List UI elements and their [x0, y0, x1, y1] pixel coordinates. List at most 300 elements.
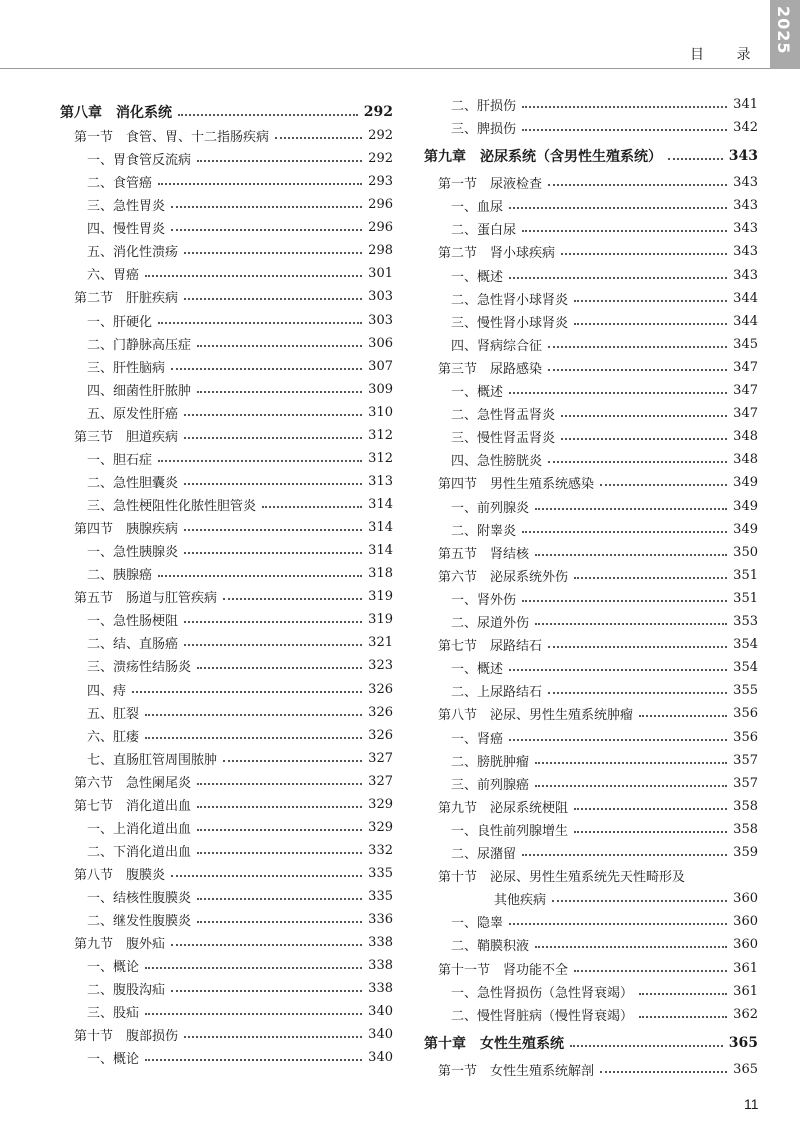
toc-subsection-entry[interactable]	[424, 380, 758, 400]
toc-section-entry[interactable]	[424, 634, 758, 654]
toc-section-entry[interactable]	[60, 932, 393, 952]
dot-leader	[509, 727, 727, 747]
toc-entry-title: 二、鞘膜积液	[451, 938, 530, 954]
toc-section-entry[interactable]	[424, 703, 758, 723]
toc-section-entry[interactable]	[60, 125, 393, 145]
toc-entry-title: 二、继发性腹膜炎	[87, 913, 192, 929]
toc-subsection-entry[interactable]	[60, 263, 393, 283]
toc-page-number: 340	[368, 1049, 393, 1065]
toc-subsection-entry[interactable]	[60, 679, 393, 699]
toc-page-number: 365	[733, 1061, 758, 1077]
toc-page-number: 326	[368, 704, 393, 720]
toc-entry-title: 四、急性膀胱炎	[451, 453, 543, 469]
toc-subsection-entry[interactable]	[60, 310, 393, 330]
dot-leader	[574, 288, 727, 308]
toc-page-number: 332	[368, 842, 393, 858]
toc-entry-title: 二、门静脉高压症	[87, 337, 192, 353]
dot-leader	[275, 125, 362, 145]
toc-page-number: 344	[733, 313, 758, 329]
toc-page-number: 303	[368, 288, 393, 304]
toc-subsection-entry[interactable]	[60, 194, 393, 214]
toc-entry-title: 五、原发性肝癌	[87, 406, 179, 422]
toc-page-number: 341	[733, 96, 758, 112]
toc-entry-title: 一、良性前列腺增生	[451, 823, 569, 839]
toc-page-number: 314	[368, 519, 393, 535]
toc-page-number: 355	[733, 682, 758, 698]
dot-leader	[178, 102, 358, 122]
toc-section-entry[interactable]	[424, 357, 758, 377]
toc-subsection-entry[interactable]	[424, 519, 758, 539]
toc-entry-title: 第一节 女性生殖系统解剖	[438, 1063, 595, 1079]
dot-leader	[197, 886, 362, 906]
dot-leader	[668, 146, 723, 166]
toc-page-number: 338	[368, 980, 393, 996]
toc-subsection-entry[interactable]	[60, 379, 393, 399]
toc-subsection-entry[interactable]	[60, 886, 393, 906]
toc-entry-title: 二、食管癌	[87, 175, 153, 191]
toc-page-number: 347	[733, 405, 758, 421]
toc-section-entry[interactable]	[424, 796, 758, 816]
dot-leader	[509, 657, 727, 677]
dot-leader	[223, 586, 362, 606]
toc-page-number: 359	[733, 844, 758, 860]
toc-page-number: 340	[368, 1003, 393, 1019]
toc-subsection-entry[interactable]	[60, 540, 393, 560]
toc-page-number: 326	[368, 727, 393, 743]
dot-leader	[184, 1024, 362, 1044]
page-number: 11	[744, 1096, 759, 1112]
dot-leader	[561, 403, 727, 423]
toc-page-number: 342	[733, 119, 758, 135]
toc-section-entry[interactable]	[60, 286, 393, 306]
toc-entry-title: 三、溃疡性结肠炎	[87, 659, 192, 675]
toc-page-number: 348	[733, 451, 758, 467]
toc-entry-title: 第五节 肾结核	[438, 546, 530, 562]
dot-leader	[184, 517, 362, 537]
toc-subsection-entry[interactable]	[424, 496, 758, 516]
toc-page-number: 351	[733, 567, 758, 583]
toc-entry-title: 一、肝硬化	[87, 314, 153, 330]
toc-page-number: 306	[368, 335, 393, 351]
dot-leader	[184, 609, 362, 629]
toc-page-number: 343	[733, 197, 758, 213]
toc-page-number: 360	[733, 890, 758, 906]
toc-chapter-entry[interactable]	[60, 102, 393, 122]
toc-entry-title: 四、肾病综合征	[451, 338, 543, 354]
toc-subsection-entry[interactable]	[424, 842, 758, 862]
toc-entry-title: 二、急性胆囊炎	[87, 475, 179, 491]
toc-entry-title: 第十一节 肾功能不全	[438, 962, 569, 978]
dot-leader	[570, 1033, 723, 1053]
toc-entry-title: 三、急性梗阻性化脓性胆管炎	[87, 498, 257, 514]
toc-entry-title: 七、直肠肛管周围脓肿	[87, 752, 218, 768]
toc-entry-title: 第六节 急性阑尾炎	[74, 775, 192, 791]
dot-leader	[223, 748, 362, 768]
toc-entry-title: 一、上消化道出血	[87, 821, 192, 837]
dot-leader	[509, 911, 727, 931]
toc-subsection-entry[interactable]	[60, 1001, 393, 1021]
toc-entry-title: 二、腹股沟疝	[87, 982, 166, 998]
dot-leader	[600, 472, 727, 492]
dot-leader	[535, 934, 727, 954]
dot-leader	[171, 194, 362, 214]
toc-subsection-entry[interactable]	[424, 449, 758, 469]
dot-leader	[171, 217, 362, 237]
toc-subsection-entry[interactable]	[424, 750, 758, 770]
year-tab	[770, 0, 800, 69]
toc-subsection-entry[interactable]	[424, 1004, 758, 1024]
toc-chapter-entry[interactable]	[424, 146, 758, 166]
toc-entry-title: 第五节 肠道与肛管疾病	[74, 590, 218, 606]
dot-leader	[197, 794, 362, 814]
dot-leader	[171, 932, 362, 952]
toc-subsection-entry[interactable]	[60, 655, 393, 675]
dot-leader	[184, 471, 362, 491]
toc-page-number: 349	[733, 474, 758, 490]
toc-page-number: 353	[733, 613, 758, 629]
toc-page-number: 303	[368, 312, 393, 328]
toc-entry-title: 一、概论	[87, 959, 140, 975]
dot-leader	[197, 840, 362, 860]
toc-subsection-entry[interactable]	[60, 356, 393, 376]
toc-page-number: 327	[368, 750, 393, 766]
toc-entry-title: 三、前列腺癌	[451, 777, 530, 793]
toc-subsection-entry[interactable]	[60, 978, 393, 998]
toc-page-number: 344	[733, 290, 758, 306]
toc-entry-title: 三、股疝	[87, 1005, 140, 1021]
toc-page-number: 343	[733, 243, 758, 259]
toc-page-number: 335	[368, 888, 393, 904]
toc-section-entry[interactable]	[424, 241, 758, 261]
toc-entry-title: 第十节 泌尿、男性生殖系统先天性畸形及	[438, 869, 686, 885]
toc-entry-title: 一、概述	[451, 269, 504, 285]
toc-page-number: 319	[368, 611, 393, 627]
toc-subsection-entry[interactable]	[60, 840, 393, 860]
toc-entry-title: 一、急性胰腺炎	[87, 544, 179, 560]
toc-subsection-entry[interactable]	[424, 934, 758, 954]
toc-entry-title: 一、肾外伤	[451, 592, 517, 608]
toc-page-number: 343	[733, 220, 758, 236]
dot-leader	[574, 796, 727, 816]
dot-leader	[184, 425, 362, 445]
toc-entry-title: 二、膀胱肿瘤	[451, 754, 530, 770]
toc-entry-title: 三、慢性肾盂肾炎	[451, 430, 556, 446]
header-divider	[0, 68, 770, 69]
toc-subsection-entry[interactable]	[424, 195, 758, 215]
toc-subsection-entry[interactable]	[424, 727, 758, 747]
toc-subsection-entry[interactable]	[424, 265, 758, 285]
toc-entry-title: 第二节 肝脏疾病	[74, 290, 179, 306]
toc-page-number: 312	[368, 427, 393, 443]
toc-entry-title: 二、肝损伤	[451, 98, 517, 114]
toc-page-number: 323	[368, 657, 393, 673]
dot-leader	[145, 702, 362, 722]
toc-page-number: 296	[368, 196, 393, 212]
dot-leader	[509, 195, 727, 215]
dot-leader	[522, 117, 727, 137]
toc-entry-title: 第八章 消化系统	[60, 105, 172, 121]
toc-entry-title: 二、附睾炎	[451, 523, 517, 539]
toc-subsection-entry[interactable]	[60, 725, 393, 745]
toc-entry-title: 第九节 腹外疝	[74, 936, 166, 952]
toc-page-number: 312	[368, 450, 393, 466]
dot-leader	[522, 842, 727, 862]
toc-entry-title: 第七节 尿路结石	[438, 638, 543, 654]
toc-page-number: 358	[733, 798, 758, 814]
dot-leader	[639, 703, 727, 723]
toc-subsection-entry[interactable]	[60, 494, 393, 514]
toc-subsection-entry[interactable]	[60, 240, 393, 260]
toc-entry-title: 其他疾病	[494, 892, 547, 908]
dot-leader	[197, 379, 362, 399]
dot-leader	[132, 679, 362, 699]
toc-entry-title: 二、胰腺癌	[87, 567, 153, 583]
toc-subsection-entry[interactable]	[424, 218, 758, 238]
toc-page-number: 361	[733, 983, 758, 999]
toc-section-entry[interactable]	[424, 958, 758, 978]
toc-entry-title: 一、概论	[87, 1051, 140, 1067]
toc-page-number: 356	[733, 729, 758, 745]
dot-leader	[158, 448, 362, 468]
toc-subsection-entry[interactable]	[424, 311, 758, 331]
dot-leader	[548, 449, 727, 469]
toc-page-number: 329	[368, 819, 393, 835]
dot-leader	[574, 311, 727, 331]
toc-page-number: 338	[368, 957, 393, 973]
dot-leader	[522, 218, 727, 238]
toc-subsection-entry[interactable]	[424, 888, 758, 908]
toc-section-entry[interactable]	[424, 172, 758, 192]
toc-subsection-entry[interactable]	[60, 563, 393, 583]
toc-page-number: 343	[733, 267, 758, 283]
toc-page-number: 343	[733, 174, 758, 190]
toc-entry-title: 二、急性肾小球肾炎	[451, 292, 569, 308]
dot-leader	[145, 1001, 362, 1021]
toc-page-number: 321	[368, 634, 393, 650]
dot-leader	[574, 958, 727, 978]
toc-entry-title: 第一节 食管、胃、十二指肠疾病	[74, 129, 270, 145]
dot-leader	[145, 1047, 362, 1067]
toc-chapter-entry[interactable]	[424, 1033, 758, 1053]
toc-entry-title: 三、肝性脑病	[87, 360, 166, 376]
toc-subsection-entry[interactable]	[424, 680, 758, 700]
toc-subsection-entry[interactable]	[60, 632, 393, 652]
dot-leader	[171, 978, 362, 998]
dot-leader	[522, 519, 727, 539]
dot-leader	[197, 333, 362, 353]
toc-entry-title: 第八节 腹膜炎	[74, 867, 166, 883]
dot-leader	[197, 909, 362, 929]
toc-page-number: 318	[368, 565, 393, 581]
toc-page-number: 329	[368, 796, 393, 812]
dot-leader	[197, 817, 362, 837]
toc-page-number: 309	[368, 381, 393, 397]
dot-leader	[184, 540, 362, 560]
toc-entry-title: 第七节 消化道出血	[74, 798, 192, 814]
toc-page-number: 314	[368, 496, 393, 512]
toc-entry-title: 二、蛋白尿	[451, 222, 517, 238]
toc-section-entry[interactable]	[60, 586, 393, 606]
dot-leader	[184, 286, 362, 306]
toc-entry-title: 一、急性肠梗阻	[87, 613, 179, 629]
dot-leader	[197, 771, 362, 791]
dot-leader	[184, 402, 362, 422]
toc-section-entry[interactable]	[424, 472, 758, 492]
toc-subsection-entry[interactable]	[424, 117, 758, 137]
toc-subsection-entry[interactable]	[60, 748, 393, 768]
dot-leader	[548, 357, 727, 377]
toc-entry-title: 第四节 男性生殖系统感染	[438, 476, 595, 492]
dot-leader	[158, 310, 362, 330]
toc-subsection-entry[interactable]	[60, 702, 393, 722]
toc-entry-title: 六、胃癌	[87, 267, 140, 283]
toc-subsection-entry[interactable]	[424, 94, 758, 114]
dot-leader	[548, 680, 727, 700]
toc-page-number: 362	[733, 1006, 758, 1022]
dot-leader	[548, 172, 727, 192]
toc-page-number: 335	[368, 865, 393, 881]
toc-subsection-entry[interactable]	[424, 911, 758, 931]
dot-leader	[171, 863, 362, 883]
toc-section-entry[interactable]	[60, 425, 393, 445]
toc-section-entry[interactable]	[424, 565, 758, 585]
toc-entry-title: 二、急性肾盂肾炎	[451, 407, 556, 423]
toc-subsection-entry[interactable]	[60, 148, 393, 168]
dot-leader	[535, 542, 727, 562]
toc-page-number: 358	[733, 821, 758, 837]
toc-page-number: 356	[733, 705, 758, 721]
toc-subsection-entry[interactable]	[60, 448, 393, 468]
toc-subsection-entry[interactable]	[60, 333, 393, 353]
dot-leader	[535, 750, 727, 770]
toc-entry-title: 一、前列腺炎	[451, 500, 530, 516]
toc-entry-title: 一、结核性腹膜炎	[87, 890, 192, 906]
toc-section-entry[interactable]	[60, 771, 393, 791]
toc-subsection-entry[interactable]	[60, 471, 393, 491]
toc-page-number: 327	[368, 773, 393, 789]
toc-page-number: 350	[733, 544, 758, 560]
dot-leader	[639, 981, 727, 1001]
dot-leader	[145, 955, 362, 975]
toc-subsection-entry[interactable]	[60, 217, 393, 237]
toc-subsection-entry[interactable]	[60, 609, 393, 629]
toc-subsection-entry[interactable]	[60, 817, 393, 837]
toc-entry-title: 一、概述	[451, 384, 504, 400]
toc-page-number: 326	[368, 681, 393, 697]
toc-section-entry[interactable]	[60, 794, 393, 814]
toc-section-entry[interactable]	[60, 517, 393, 537]
toc-subsection-entry[interactable]	[424, 426, 758, 446]
dot-leader	[145, 725, 362, 745]
toc-section-entry[interactable]	[424, 865, 758, 885]
toc-page-number: 296	[368, 219, 393, 235]
toc-section-entry[interactable]	[424, 1059, 758, 1079]
toc-subsection-entry[interactable]	[424, 819, 758, 839]
toc-subsection-entry[interactable]	[60, 1047, 393, 1067]
dot-leader	[548, 634, 727, 654]
toc-page-number: 336	[368, 911, 393, 927]
toc-entry-title: 五、消化性溃疡	[87, 244, 179, 260]
toc-entry-title: 第六节 泌尿系统外伤	[438, 569, 569, 585]
dot-leader	[535, 496, 727, 516]
toc-subsection-entry[interactable]	[424, 334, 758, 354]
toc-page-number: 319	[368, 588, 393, 604]
toc-page-number: 298	[368, 242, 393, 258]
dot-leader	[184, 632, 362, 652]
toc-section-entry[interactable]	[424, 542, 758, 562]
toc-page-number: 343	[728, 148, 758, 164]
toc-entry-title: 第一节 尿液检查	[438, 176, 543, 192]
toc-entry-title: 一、血尿	[451, 199, 504, 215]
toc-subsection-entry[interactable]	[424, 588, 758, 608]
toc-entry-title: 第二节 肾小球疾病	[438, 245, 556, 261]
toc-page-number: 340	[368, 1026, 393, 1042]
toc-subsection-entry[interactable]	[60, 402, 393, 422]
toc-subsection-entry[interactable]	[60, 909, 393, 929]
toc-page-number: 313	[368, 473, 393, 489]
toc-subsection-entry[interactable]	[60, 171, 393, 191]
toc-entry-title: 一、胆石症	[87, 452, 153, 468]
toc-page-number: 301	[368, 265, 393, 281]
toc-entry-title: 第三节 尿路感染	[438, 361, 543, 377]
toc-section-entry[interactable]	[60, 1024, 393, 1044]
toc-subsection-entry[interactable]	[424, 288, 758, 308]
toc-subsection-entry[interactable]	[424, 403, 758, 423]
toc-page-number: 347	[733, 359, 758, 375]
toc-page-number: 348	[733, 428, 758, 444]
dot-leader	[197, 655, 362, 675]
dot-leader	[509, 265, 727, 285]
toc-page-number: 360	[733, 913, 758, 929]
toc-subsection-entry[interactable]	[60, 955, 393, 975]
toc-section-entry[interactable]	[60, 863, 393, 883]
toc-subsection-entry[interactable]	[424, 657, 758, 677]
toc-page-number: 357	[733, 752, 758, 768]
dot-leader	[509, 380, 727, 400]
toc-entry-title: 第八节 泌尿、男性生殖系统肿瘤	[438, 707, 634, 723]
toc-entry-title: 四、细菌性肝脓肿	[87, 383, 192, 399]
toc-page-number: 349	[733, 521, 758, 537]
toc-page-number: 292	[368, 150, 393, 166]
toc-page-number: 292	[368, 127, 393, 143]
toc-entry-title: 三、慢性肾小球肾炎	[451, 315, 569, 331]
toc-entry-title: 二、下消化道出血	[87, 844, 192, 860]
toc-entry-title: 第十节 腹部损伤	[74, 1028, 179, 1044]
dot-leader	[158, 171, 362, 191]
toc-subsection-entry[interactable]	[424, 611, 758, 631]
toc-entry-title: 二、尿道外伤	[451, 615, 530, 631]
toc-subsection-entry[interactable]	[424, 773, 758, 793]
toc-page-number: 314	[368, 542, 393, 558]
toc-page-number: 357	[733, 775, 758, 791]
toc-page-number: 361	[733, 960, 758, 976]
dot-leader	[535, 611, 727, 631]
toc-entry-title: 四、痔	[87, 683, 127, 699]
toc-page-number: 354	[733, 636, 758, 652]
dot-leader	[197, 148, 362, 168]
toc-entry-title: 一、隐睾	[451, 915, 504, 931]
toc-subsection-entry[interactable]	[424, 981, 758, 1001]
toc-entry-title: 第九章 泌尿系统（含男性生殖系统）	[424, 149, 662, 165]
toc-page-number: 360	[733, 936, 758, 952]
toc-entry-title: 一、肾癌	[451, 731, 504, 747]
toc-page-number: 349	[733, 498, 758, 514]
toc-entry-title: 三、急性胃炎	[87, 198, 166, 214]
dot-leader	[522, 94, 727, 114]
toc-entry-title: 三、脾损伤	[451, 121, 517, 137]
toc-page-number: 347	[733, 382, 758, 398]
dot-leader	[574, 819, 727, 839]
